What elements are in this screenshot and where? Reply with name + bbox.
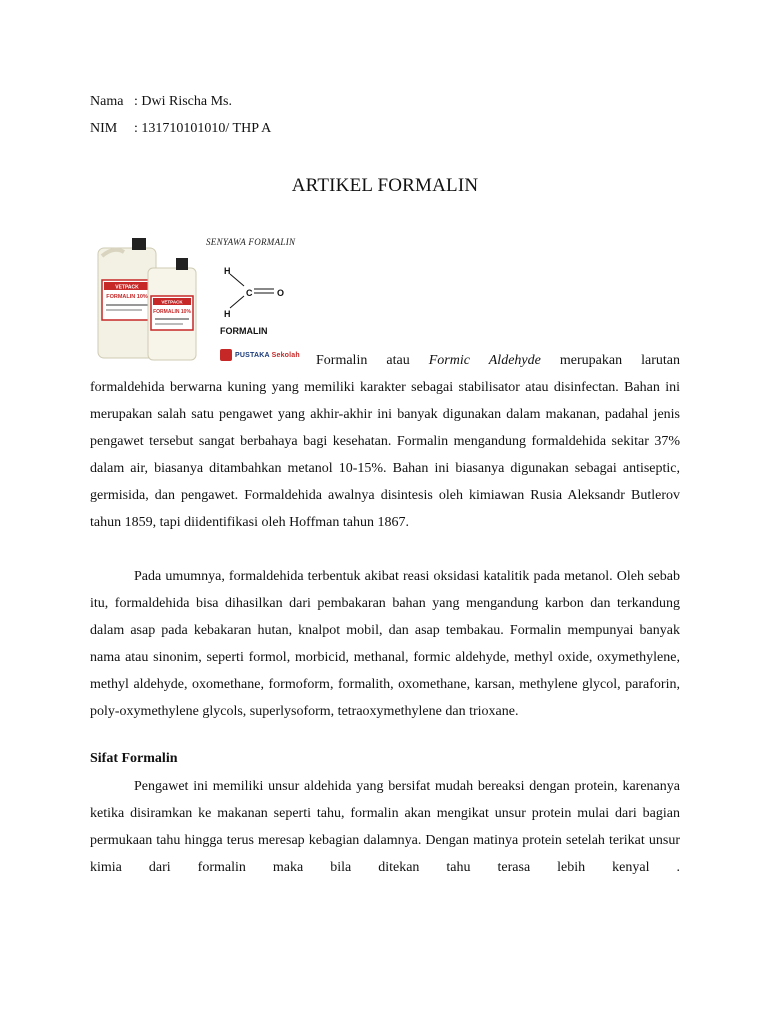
formalin-figure bbox=[94, 234, 306, 364]
formaldehyde-structure bbox=[222, 264, 302, 324]
name-label: Nama bbox=[90, 94, 124, 109]
logo-text: PUSTAKA Sekolah bbox=[235, 351, 300, 359]
paragraph-intro: Formalin atau Formic Aldehyde merupakan larutan formaldehida berwarna kuning yang memiliki karakter sebagai stabilisator atau disinfectan. Bahan ini merupakan salah satu pengawet yang akhir-akhir ini banyak digunakan dalam makanan, padahal jenis pengawet tersebut sangat berbahaya bagi kesehatan. Formalin mengandung formaldehida sekitar 37% dalam air, biasanya ditambahkan metanol 10-15%. Bahan ini biasanya digunakan sebagai antiseptic, germisida, dan pengawet. Formaldehida awalnya disintesis oleh kimiawan Rusia Aleksandr Butlerov tahun 1859, tapi diidentifikasi oleh Hoffman tahun 1867. bbox=[90, 353, 680, 530]
article-title: ARTIKEL FORMALIN bbox=[291, 175, 479, 196]
section-heading-sifat: Sifat Formalin bbox=[90, 751, 178, 766]
atom-o: O bbox=[277, 288, 285, 298]
paragraph-properties: Pengawet ini memiliki unsur aldehida yang bersifat mudah bereaksi dengan protein, karenanya ketika disiramkan ke makanan seperti tahu, formalin akan mengikat unsur protein mulai dari bagian permukaan tahu hingga terus meresap kebagian dalamnya. Dengan matinya protein setelah terikat unsur kimia dari formalin maka bila ditekan tahu terasa lebih kenyal . bbox=[90, 779, 680, 875]
molecule-name: FORMALIN bbox=[220, 326, 268, 336]
paragraph-origin: Pada umumnya, formaldehida terbentuk akibat reasi oksidasi katalitik pada metanol. Oleh sebab itu, formaldehida bisa dihasilkan dari pembakaran bahan yang mengandung karbon dan terkandung dalam asap pada kebakaran hutan, knalpot mobil, dan asap tembakau. Formalin mempunyai banyak nama atau sinonim, seperti formol, morbicid, methanal, formic aldehyde, methyl oxide, oxymethylene, methyl aldehyde, oxomethane, formoform, formalith, oxomethane, karsan, methylene glycol, paraforin, poly-oxymethylene glycols, superlysoform, tetraoxymethylene dan trioxane. bbox=[90, 569, 680, 719]
name-row bbox=[90, 94, 232, 110]
nim-label: NIM bbox=[90, 121, 118, 136]
bottle-label-large: FORMALIN 10% bbox=[106, 294, 148, 300]
bottle-brand-small: VETPACK bbox=[161, 299, 183, 305]
nim-row bbox=[90, 121, 271, 137]
formic-aldehyde-term: Formic Aldehyde bbox=[428, 353, 541, 368]
formalin-bottles-image bbox=[94, 234, 206, 364]
atom-h-bottom: H bbox=[224, 309, 231, 319]
figure-caption: SENYAWA FORMALIN bbox=[206, 237, 296, 247]
nim-value: : 131710101010/ THP A bbox=[134, 121, 272, 136]
name-value: : Dwi Rischa Ms. bbox=[134, 94, 232, 109]
bottle-brand-large: VETPACK bbox=[115, 284, 139, 291]
atom-h-top: H bbox=[224, 266, 231, 276]
atom-c: C bbox=[246, 288, 253, 298]
bottle-label-small: FORMALIN 10% bbox=[153, 309, 191, 315]
